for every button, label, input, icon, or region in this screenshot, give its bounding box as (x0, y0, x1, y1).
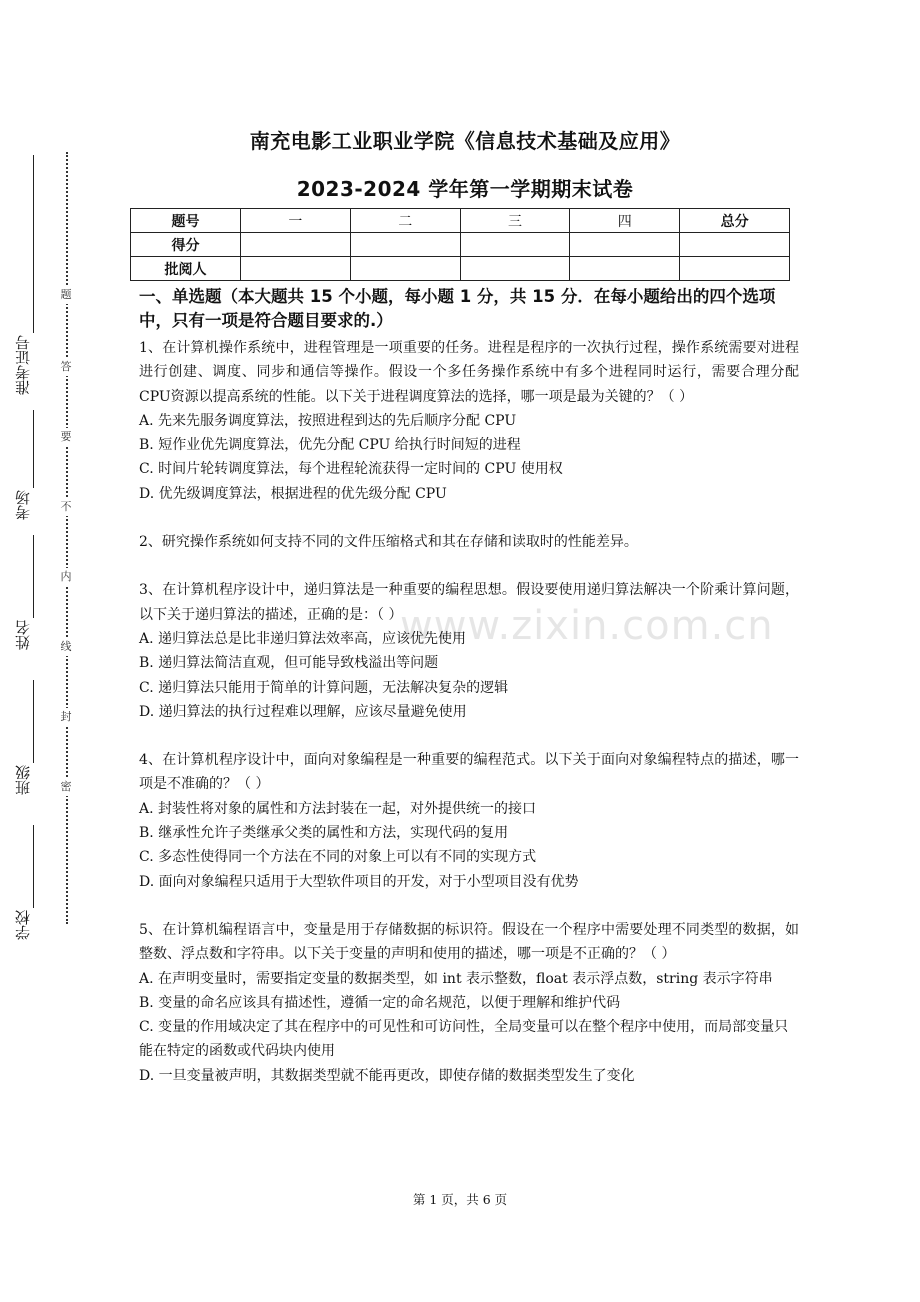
score-cell (460, 233, 570, 257)
exam-content (139, 285, 799, 1088)
grader-cell (570, 257, 680, 281)
option-c: C. 时间片轮转调度算法，每个进程轮流获得一定时间的 CPU 使用权 (139, 461, 563, 478)
table-row (131, 233, 790, 257)
seal-char: 线 (57, 638, 75, 656)
score-cell (680, 233, 790, 257)
score-table (130, 208, 790, 281)
score-cell (241, 233, 351, 257)
score-cell (350, 233, 460, 257)
option-c: C. 变量的作用域决定了其在程序中的可见性和可访问性，全局变量可以在整个程序中使用，而局部变量只能在特定的函数或代码块内使用 (139, 1019, 789, 1060)
seal-dotted-line (66, 152, 68, 924)
score-cell (570, 233, 680, 257)
option-d: D. 优先级调度算法，根据进程的优先级分配 CPU (139, 485, 447, 502)
column-header: 三 (460, 209, 570, 233)
seal-char: 要 (57, 428, 75, 446)
option-d: D. 一旦变量被声明，其数据类型就不能再更改，即使存储的数据类型发生了变化 (139, 1067, 635, 1084)
question-stem: 2、研究操作系统如何支持不同的文件压缩格式和其在存储和读取时的性能差异。 (139, 534, 638, 551)
exam-subtitle: 2023-2024 学年第一学期期末试卷 (296, 177, 634, 201)
option-b: B. 变量的命名应该具有描述性，遵循一定的命名规范，以便于理解和维护代码 (139, 994, 621, 1011)
exam-room-line (33, 410, 34, 488)
binding-strip (0, 0, 90, 1302)
question-stem: 5、在计算机编程语言中，变量是用于存储数据的标识符。假设在一个程序中需要处理不同类型的数据，如整数、浮点数和字符串。以下关于变量的声明和使用的描述，哪一项是不正确的？（ ） (139, 921, 799, 963)
option-b: B. 短作业优先调度算法，优先分配 CPU 给执行时间短的进程 (139, 437, 521, 454)
table-row (131, 257, 790, 281)
question-5 (139, 918, 799, 1088)
column-header: 一 (241, 209, 351, 233)
table-row (131, 209, 790, 233)
option-a: A. 递归算法总是比非递归算法效率高，应该优先使用 (139, 630, 467, 647)
binding-label-exam-number: 准考证号 (14, 335, 32, 395)
binding-label-exam-room: 考场 (14, 490, 32, 520)
row-label-score: 得分 (131, 233, 241, 257)
grader-cell (680, 257, 790, 281)
question-stem: 3、在计算机程序设计中，递归算法是一种重要的编程思想。假设要使用递归算法解决一个阶乘计算问题，以下关于递归算法的描述，正确的是：（ ） (139, 582, 799, 623)
option-b: B. 继承性允许子类继承父类的属性和方法，实现代码的复用 (139, 825, 509, 842)
seal-char: 答 (57, 358, 75, 376)
class-line (33, 680, 34, 763)
option-d: D. 递归算法的执行过程难以理解，应该尽量避免使用 (139, 703, 467, 720)
grader-cell (241, 257, 351, 281)
question-2 (139, 530, 799, 554)
row-label-question-number: 题号 (131, 209, 241, 233)
binding-label-name: 姓名 (14, 620, 32, 650)
seal-char: 题 (57, 286, 75, 304)
question-1 (139, 336, 799, 506)
name-line (33, 535, 34, 618)
seal-char: 内 (57, 568, 75, 586)
grader-cell (460, 257, 570, 281)
school-line (33, 825, 34, 908)
question-3 (139, 578, 799, 724)
question-stem: 4、在计算机程序设计中，面向对象编程是一种重要的编程范式。以下关于面向对象编程特点的描述，哪一项是不准确的？（ ） (139, 752, 799, 793)
seal-char: 密 (57, 778, 75, 796)
page-footer: 第 1 页，共 6 页 (412, 1192, 508, 1207)
seal-char: 封 (57, 708, 75, 726)
option-d: D. 面向对象编程只适用于大型软件项目的开发，对于小型项目没有优势 (139, 873, 579, 890)
question-stem: 1、在计算机操作系统中，进程管理是一项重要的任务。进程是程序的一次执行过程，操作系统需要对进程进行创建、调度、同步和通信等操作。假设一个多任务操作系统中有多个进程同时运行，需要合理分配CPU资源以提高系统的性能。以下关于进程调度算法的选择，哪一项是最为关键的？（ ） (139, 340, 799, 405)
question-4 (139, 748, 799, 894)
option-c: C. 递归算法只能用于简单的计算问题，无法解决复杂的逻辑 (139, 679, 509, 696)
binding-label-class: 班级 (14, 765, 32, 795)
grader-cell (350, 257, 460, 281)
section-heading: 一、单选题（本大题共 15 个小题，每小题 1 分，共 15 分．在每小题给出的四个选项中，只有一项是符合题目要求的.） (139, 287, 776, 330)
option-a: A. 封装性将对象的属性和方法封装在一起，对外提供统一的接口 (139, 800, 537, 817)
column-header: 二 (350, 209, 460, 233)
column-header: 四 (570, 209, 680, 233)
column-header-total: 总分 (680, 209, 790, 233)
row-label-grader: 批阅人 (131, 257, 241, 281)
option-a: A. 先来先服务调度算法，按照进程到达的先后顺序分配 CPU (139, 412, 517, 429)
exam-number-line (33, 155, 34, 333)
watermark: www.zixin.com.cn (400, 603, 774, 649)
seal-char: 不 (57, 498, 75, 516)
option-c: C. 多态性使得同一个方法在不同的对象上可以有不同的实现方式 (139, 849, 537, 866)
option-a: A. 在声明变量时，需要指定变量的数据类型，如 int 表示整数，float 表示浮点数，string 表示字符串 (139, 970, 773, 987)
exam-title: 南充电影工业职业学院《信息技术基础及应用》 (249, 129, 681, 153)
option-b: B. 递归算法简洁直观，但可能导致栈溢出等问题 (139, 655, 439, 672)
binding-label-school: 学校 (14, 910, 32, 940)
